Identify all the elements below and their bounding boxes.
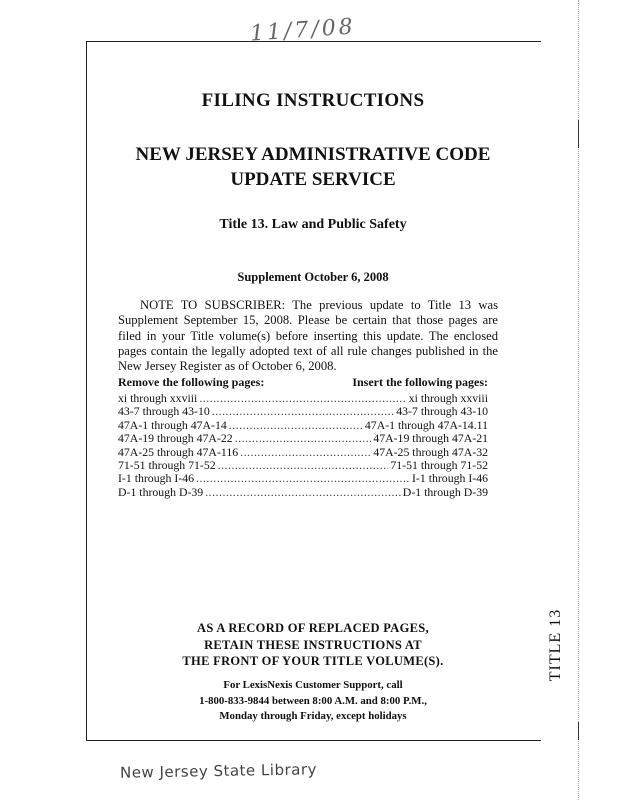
table-row — [118, 471, 488, 484]
remove-pages: 43-7 through 43-10 — [118, 404, 210, 419]
code-section: Title 13. Law and Public Safety — [219, 217, 407, 232]
insert-pages: 43-7 through 43-10 — [396, 404, 488, 419]
remove-pages: D-1 through D-39 — [118, 484, 204, 499]
subscriber-note: NOTE TO SUBSCRIBER: The previous update to Title 13 was Supplement September 15, 2008. Please be certain that those pages are filed in your Title volume(s) before inserting this update. The enclosed pages contain the legally adopted text of all rule changes published in the New Jersey Register as of October 6, 2008. — [118, 298, 498, 374]
record-line: RETAIN THESE INSTRUCTIONS AT — [204, 637, 422, 652]
record-line: THE FRONT OF YOUR TITLE VOLUME(S). — [182, 654, 444, 668]
insert-pages: 47A-1 through 47A-14.11 — [364, 417, 488, 432]
leader-dots — [205, 485, 401, 500]
table-row — [118, 458, 488, 471]
code-title-line: UPDATE SERVICE — [230, 169, 396, 190]
table-row — [118, 391, 488, 404]
page-title: FILING INSTRUCTIONS — [201, 90, 425, 111]
remove-pages: 47A-19 through 47A-22 — [118, 431, 233, 446]
right-margin-mark — [578, 120, 579, 148]
insert-pages: 47A-25 through 47A-32 — [373, 444, 488, 459]
remove-pages: 47A-1 through 47A-14 — [118, 417, 227, 432]
title-tab — [529, 605, 583, 685]
library-stamp: New Jersey State Library — [119, 760, 318, 782]
right-margin-mark — [578, 722, 579, 740]
supplement-date: Supplement October 6, 2008 — [237, 270, 389, 284]
table-row — [118, 431, 488, 444]
table-row — [118, 485, 488, 498]
remove-pages: 47A-25 through 47A-116 — [118, 444, 239, 459]
page-replacement-table — [118, 375, 488, 498]
table-row — [118, 445, 488, 458]
support-hours: Monday through Friday, except holidays — [219, 710, 407, 722]
remove-pages: xi through xxviii — [118, 391, 198, 405]
remove-pages: 71-51 through 71-52 — [118, 457, 216, 472]
record-line: AS A RECORD OF REPLACED PAGES, — [197, 621, 429, 635]
insert-pages: 71-51 through 71-52 — [390, 457, 488, 472]
handwritten-date: 11/7/08 — [249, 14, 357, 47]
table-header — [118, 375, 488, 390]
table-row — [118, 404, 488, 417]
insert-pages: I-1 through I-46 — [411, 471, 488, 486]
record-instructions — [86, 620, 540, 670]
table-row — [118, 418, 488, 431]
support-line: For LexisNexis Customer Support, call — [223, 679, 403, 691]
insert-pages: xi through xxviii — [408, 391, 488, 405]
remove-header: Remove the following pages: — [118, 375, 265, 389]
insert-pages: D-1 through D-39 — [402, 484, 488, 499]
code-title-line: NEW JERSEY ADMINISTRATIVE CODE — [135, 144, 491, 165]
remove-pages: I-1 through I-46 — [118, 471, 195, 486]
support-phone: 1-800-833-9844 between 8:00 A.M. and 8:00 P.M., — [199, 694, 427, 707]
insert-header: Insert the following pages: — [352, 375, 488, 389]
code-title — [86, 142, 540, 192]
customer-support — [86, 678, 540, 725]
title-tab-label: TITLE 13 — [547, 608, 565, 682]
insert-pages: 47A-19 through 47A-21 — [373, 431, 488, 446]
